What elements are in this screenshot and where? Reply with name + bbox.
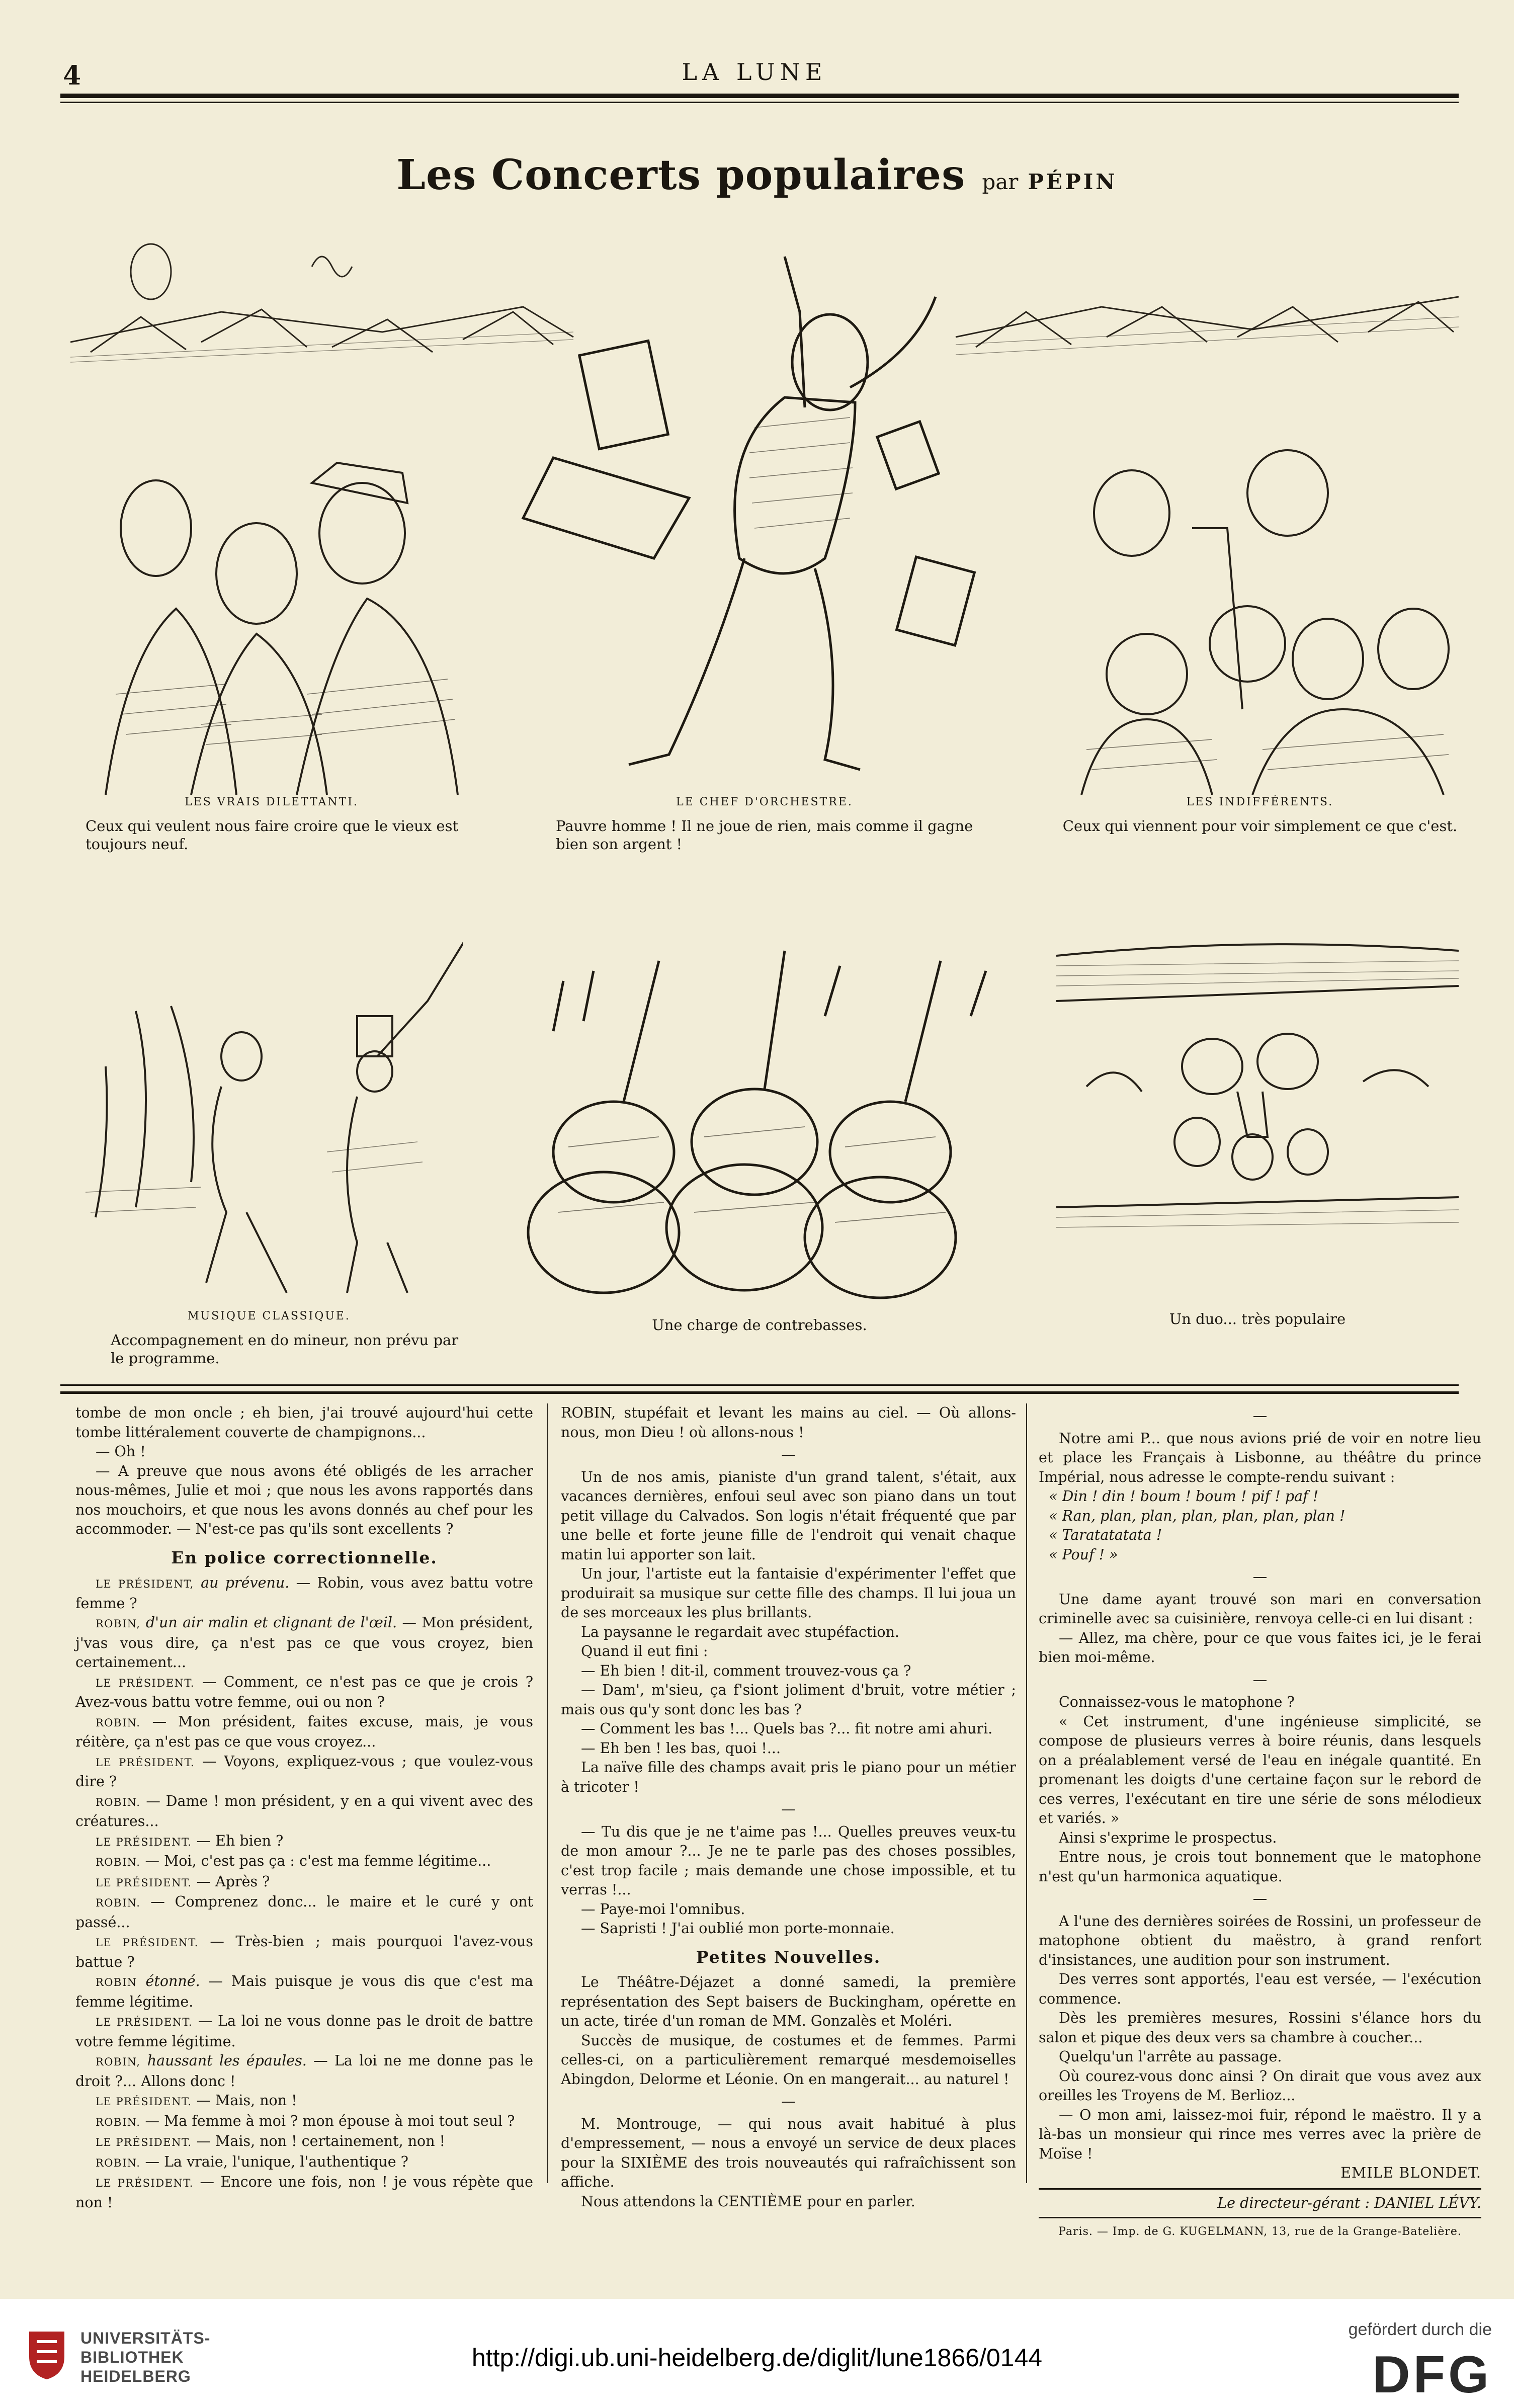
speaker: ROBIN, (96, 2056, 141, 2068)
paragraph: Le Théâtre-Déjazet a donné samedi, la première représentation des Sept baisers de Buckingham, opérette en un acte, tirée d'un roman de MM. Gonzalès et Moléri. (561, 1974, 1016, 2029)
university-name-line: UNIVERSITÄTS- (80, 2329, 211, 2347)
separator: — (1252, 1890, 1268, 1907)
stage-direction: d'un air malin et clignant de l'œil. (145, 1614, 397, 1631)
dialogue-line (75, 2091, 533, 2112)
paragraph: Notre ami P... que nous avions prié de voir en notre lieu et place les Français à Lisbonne, au théâtre du prince Impérial, nous adresse le compte-rendu suivant : (1039, 1430, 1481, 1485)
title-by: par (982, 170, 1019, 194)
dialogue-line (75, 1852, 533, 1872)
dialogue-line (75, 2112, 533, 2132)
column-middle (561, 1403, 1016, 2211)
paragraph: — Dam', m'sieu, ça f'siont joliment d'bruit, votre métier ; mais ous qu'y sont donc les bas ? (561, 1682, 1016, 1718)
illustration-musique-classique (75, 890, 463, 1303)
speaker: LE PRÉSIDENT. (96, 1937, 199, 1949)
illustration-vrais-dilettanti (75, 443, 468, 795)
paragraph: Où courez-vous donc ainsi ? On dirait que vous avez aux oreilles les Troyens de M. Berlioz... (1039, 2067, 1481, 2104)
paragraph: Des verres sont apportés, l'eau est versée, — l'exécution commence. (1039, 1971, 1481, 2007)
paragraph: La paysanne le regardait avec stupéfaction. (581, 1623, 899, 1640)
heading-petites-nouvelles: Petites Nouvelles. (696, 1947, 881, 1967)
dialogue-line (75, 1752, 533, 1792)
speech: — Encore une fois, non ! je vous répète que non ! (75, 2174, 533, 2211)
digitization-footer (0, 2299, 1514, 2408)
dialogue-line (75, 1573, 533, 1613)
separator: — (781, 2093, 796, 2110)
speaker: ROBIN. (96, 2156, 141, 2169)
speaker: LE PRÉSIDENT, (96, 1578, 194, 1590)
paragraph: — Tu dis que je ne t'aime pas !... Quelles preuves veux-tu de mon amour ?... Je ne te parle pas des choses possibles, c'est trop facile ; mais demande une chose impossible, et tu verras !... (561, 1823, 1016, 1898)
illustration-chef-orchestre (503, 236, 1031, 795)
dialogue-line (75, 1932, 533, 1972)
speaker: ROBIN. (96, 1716, 141, 1729)
dialogue-line (75, 1832, 533, 1852)
dialogue-line (75, 2152, 533, 2173)
paragraph: ROBIN, stupéfait et levant les mains au ciel. — Où allons-nous, mon Dieu ! où allons-nous ! (561, 1404, 1016, 1441)
paragraph: Ainsi s'exprime le prospectus. (1059, 1829, 1277, 1846)
speaker: LE PRÉSIDENT. (96, 2136, 192, 2148)
paragraph: — Eh bien ! dit-il, comment trouvez-vous ça ? (581, 1662, 911, 1679)
illustration-un-duo (1056, 926, 1459, 1303)
speaker: ROBIN. (96, 2116, 141, 2128)
speech: — Dame ! mon président, y en a qui vivent avec des créatures... (75, 1792, 533, 1830)
paragraph: — Sapristi ! J'ai oublié mon porte-monnaie. (581, 1920, 895, 1937)
caption-title-chef: LE CHEF D'ORCHESTRE. (676, 796, 853, 808)
speaker: ROBIN. (96, 1856, 141, 1868)
separator: — (1252, 1568, 1268, 1585)
stage-direction: au prévenu. (201, 1574, 290, 1591)
speech: — Comprenez donc... le maire et le curé y ont passé... (75, 1893, 533, 1931)
dialogue-line (75, 1872, 533, 1893)
stage-direction: étonné. (145, 1973, 200, 1989)
director-line: Le directeur-gérant : DANIEL LÉVY. (1217, 2194, 1481, 2211)
heading-police-correctionnelle: En police correctionnelle. (171, 1547, 438, 1567)
page-title (0, 151, 1514, 199)
speech: — Mon président, faites excuse, mais, je vous réitère, ça n'est pas ce que vous croyez... (75, 1713, 533, 1750)
paragraph: Succès de musique, de costumes et de femmes. Parmi celles-ci, on a particulièrement remarqué mesdemoiselles Abingdon, Delorme et Léonie. On en mangerait... au naturel ! (561, 2032, 1016, 2088)
column-right (1039, 1403, 1481, 2242)
caption-title-musique-classique: MUSIQUE CLASSIQUE. (188, 1310, 351, 1322)
paragraph: — A preuve que nous avons été obligés de les arracher nous-mêmes, Julie et moi ; que nous les avons rapportés dans nos mouchoirs, et que nous les avons donnés au chef pour les accommoder. — N'est-ce pas qu'ils sont excellents ? (75, 1462, 533, 1537)
paragraph: Entre nous, je crois tout bonnement que le matophone n'est qu'un harmonica aquatique. (1039, 1849, 1481, 1885)
speaker: ROBIN. (96, 1796, 141, 1808)
dialogue-line (75, 2012, 533, 2051)
caption-indifferents: Ceux qui viennent pour voir simplement ce que c'est. (1062, 817, 1458, 835)
caption-un-duo: Un duo... très populaire (1169, 1310, 1346, 1327)
paragraph: — Allez, ma chère, pour ce que vous faites ici, je le ferai bien moi-même. (1039, 1629, 1481, 1666)
title-text: Les Concerts populaires (396, 151, 966, 199)
paragraph: Dès les premières mesures, Rossini s'élance hors du salon et pique des deux vers sa chambre à coucher... (1039, 2010, 1481, 2046)
caption-title-indifferents: LES INDIFFÉRENTS. (1186, 796, 1334, 808)
title-author: PÉPIN (1028, 170, 1118, 194)
caption-chef: Pauvre homme ! Il ne joue de rien, mais comme il gagne bien son argent ! (556, 817, 973, 853)
speech: — Très-bien ; mais pourquoi l'avez-vous battue ? (75, 1933, 533, 1970)
funded-by-text: gefördert durch die (1348, 2320, 1492, 2339)
speech: — La vraie, l'unique, l'authentique ? (145, 2153, 408, 2170)
speaker: ROBIN, (96, 1618, 141, 1630)
column-divider (547, 1403, 548, 2183)
dialogue-line (75, 1712, 533, 1752)
speaker: LE PRÉSIDENT. (96, 2096, 192, 2108)
quote-line: « Taratatatata ! (1049, 1527, 1162, 1543)
dialogue-line (75, 2051, 533, 2091)
dialogue-line (75, 1792, 533, 1832)
speech: — La loi ne me donne pas le droit ?... Allons donc ! (75, 2052, 534, 2090)
speech: — Mon président, j'vas vous dire, ça n'est pas ce que vous croyez, bien certainement... (75, 1614, 533, 1671)
header-rule-thick (60, 94, 1459, 98)
section-rule-thin (60, 1384, 1459, 1386)
speaker: LE PRÉSIDENT. (96, 1677, 195, 1689)
separator: — (781, 1446, 796, 1463)
speaker: ROBIN. (96, 1897, 141, 1909)
paragraph: Nous attendons la CENTIÈME pour en parler. (581, 2193, 915, 2210)
paragraph: — Oh ! (96, 1443, 146, 1460)
speech: — Après ? (196, 1873, 270, 1890)
speech: — Mais, non ! (196, 2092, 297, 2109)
speech: — Mais puisque je vous dis que c'est ma femme légitime. (75, 1973, 533, 2010)
paragraph: Une dame ayant trouvé son mari en conversation criminelle avec sa cuisinière, renvoya celle-ci en lui disant : (1039, 1591, 1481, 1627)
paragraph: — Paye-moi l'omnibus. (581, 1900, 745, 1918)
paragraph: M. Montrouge, — qui nous avait habitué à plus d'empressement, — nous a envoyé un service de deux places pour la SIXIÈME des trois nouveautés qui rafraîchissent son affiche. (561, 2115, 1016, 2190)
speech: — Eh bien ? (196, 1832, 284, 1849)
speaker: LE PRÉSIDENT. (96, 1756, 195, 1769)
paragraph: tombe de mon oncle ; eh bien, j'ai trouvé aujourd'hui cette tombe littéralement couverte de champignons... (75, 1404, 533, 1441)
speech: — Comment, ce n'est pas ce que je crois ? Avez-vous battu votre femme, oui ou non ? (75, 1673, 533, 1710)
speaker: LE PRÉSIDENT. (96, 1876, 192, 1889)
dialogue-line (75, 1613, 533, 1673)
signature: EMILE BLONDET. (1340, 2165, 1481, 2181)
speech: — Ma femme à moi ? mon épouse à moi tout seul ? (145, 2112, 515, 2129)
section-rule (60, 1391, 1459, 1394)
speaker: LE PRÉSIDENT. (96, 2016, 193, 2028)
speaker: LE PRÉSIDENT. (96, 1836, 192, 1848)
imprint-line: Paris. — Imp. de G. KUGELMANN, 13, rue de la Grange-Batelière. (1058, 2225, 1462, 2238)
journal-name: LA LUNE (682, 58, 827, 86)
quote-line: « Ran, plan, plan, plan, plan, plan, plan ! (1049, 1507, 1345, 1524)
paragraph: Un jour, l'artiste eut la fantaisie d'expérimenter l'effet que produirait sa musique sur cette fille des champs. Il lui joua un de ses morceaux les plus brillants. (561, 1565, 1016, 1621)
dialogue-line (75, 1972, 533, 2012)
page-number: 4 (63, 60, 81, 91)
paragraph: — O mon ami, laissez-moi fuir, répond le maëstro. Il y a là-bas un monsieur qui rince mes verres avec la prière de Moïse ! (1039, 2106, 1481, 2162)
dialogue-block (75, 1573, 533, 2212)
illustration-indifferents (1061, 438, 1459, 795)
column-left (75, 1403, 533, 2212)
paragraph: — Eh ben ! les bas, quoi !... (581, 1739, 781, 1757)
paragraph: Quelqu'un l'arrête au passage. (1059, 2048, 1282, 2065)
dialogue-line (75, 2132, 533, 2152)
paragraph: Un de nos amis, pianiste d'un grand talent, s'était, aux vacances dernières, enfoui seul avec son piano dans un tout petit village du Calvados. Son logis n'était fréquenté que par une belle et forte jeune fille de l'endroit qui venait chaque matin lui apporter son lait. (561, 1468, 1016, 1563)
separator: — (1252, 1407, 1268, 1424)
dialogue-line (75, 2173, 533, 2212)
paragraph: « Cet instrument, d'une ingénieuse simplicité, se compose de plusieurs verres à boire réunis, dans lesquels on a préalablement versé de l'eau en inégale quantité. En promenant les doigts d'une certaine façon sur le rebord de ces verres, l'exécutant en tire une série de sons mélodieux et variés. » (1039, 1713, 1481, 1826)
illustration-charge-contrebasses (493, 931, 1026, 1303)
paragraph: Connaissez-vous le matophone ? (1059, 1694, 1295, 1710)
paragraph: A l'une des dernières soirées de Rossini, un professeur de matophone obtient du maëstro, à grand renfort d'insistances, une audition pour son instrument. (1039, 1913, 1481, 1968)
separator: — (781, 1801, 796, 1817)
speech: — Robin, vous avez battu votre femme ? (75, 1574, 534, 1612)
caption-contrebasses: Une charge de contrebasses. (652, 1316, 867, 1334)
dfg-logo: DFG (1372, 2346, 1492, 2404)
speech: — Mais, non ! certainement, non ! (196, 2133, 446, 2149)
separator: — (1252, 1671, 1268, 1688)
dialogue-line (75, 1892, 533, 1932)
dialogue-line (75, 1673, 533, 1712)
speaker: ROBIN (96, 1976, 137, 1988)
imprint-rule (1039, 2217, 1481, 2218)
caption-dilettanti: Ceux qui veulent nous faire croire que le vieux est toujours neuf. (86, 817, 459, 853)
speech: — Voyons, expliquez-vous ; que voulez-vous dire ? (75, 1753, 533, 1790)
caption-title-dilettanti: LES VRAIS DILETTANTI. (185, 796, 359, 808)
speech: — Moi, c'est pas ça : c'est ma femme légitime... (145, 1853, 491, 1869)
speech: — La loi ne vous donne pas le droit de battre votre femme légitime. (75, 2013, 533, 2050)
paragraph: Quand il eut fini : (581, 1643, 708, 1659)
quote-line: « Pouf ! » (1049, 1546, 1118, 1563)
university-name-line: BIBLIOTHEK (80, 2348, 184, 2366)
speaker: LE PRÉSIDENT. (96, 2177, 194, 2189)
caption-musique-classique: Accompagnement en do mineur, non prévu par le programme. (111, 1332, 459, 1367)
quote-line: « Din ! din ! boum ! boum ! pif ! paf ! (1049, 1488, 1319, 1505)
signature-rule (1039, 2188, 1481, 2190)
header-rule-thin (60, 102, 1459, 103)
paragraph: — Comment les bas !... Quels bas ?... fit notre ami ahuri. (581, 1720, 993, 1737)
university-name-line: HEIDELBERG (80, 2367, 191, 2385)
column-divider (1026, 1403, 1027, 2183)
source-url-link[interactable]: http://digi.ub.uni-heidelberg.de/diglit/lune1866/0144 (471, 2344, 1043, 2372)
paragraph: La naïve fille des champs avait pris le piano pour un métier à tricoter ! (561, 1759, 1016, 1795)
stage-direction: haussant les épaules. (147, 2052, 307, 2069)
